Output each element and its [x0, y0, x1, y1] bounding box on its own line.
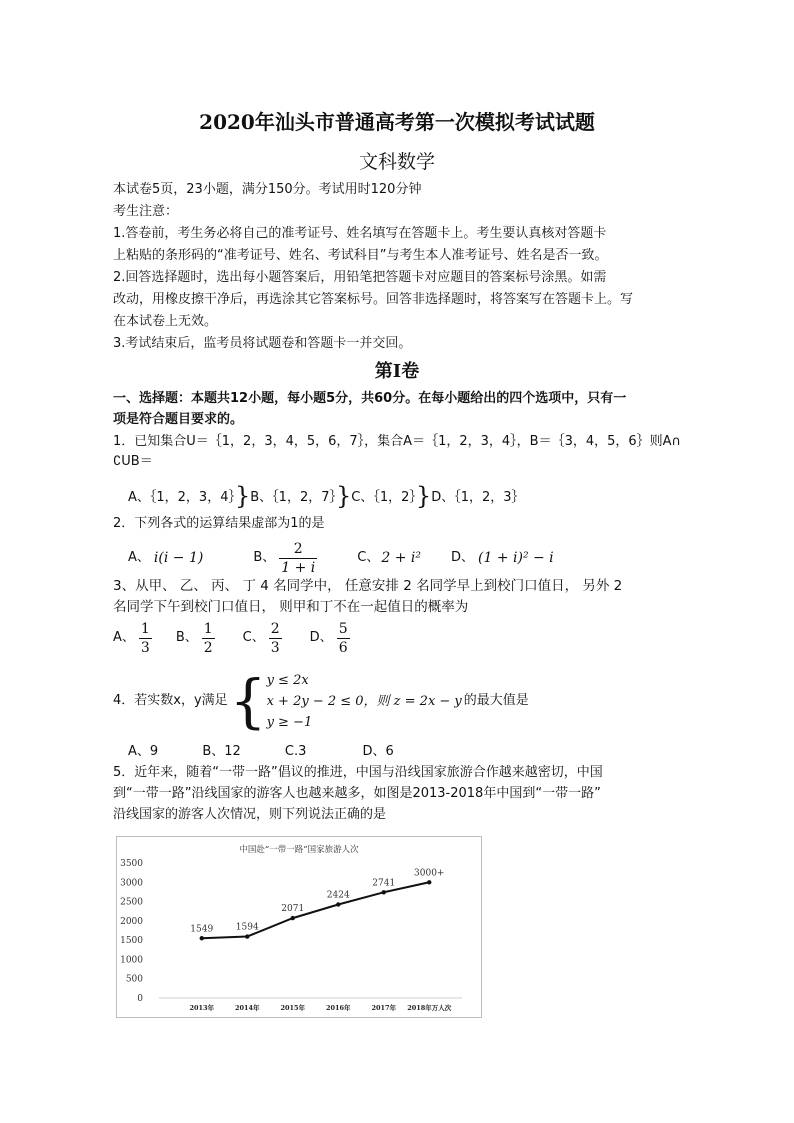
data-point: [200, 936, 204, 940]
q4-prefix: 4．若实数x，y满足: [113, 693, 228, 708]
data-point: [427, 880, 431, 884]
notice-item-1a: 1.答卷前，考生务必将自己的准考证号、姓名填写在答题卡上。考生要认真核对答题卡: [113, 226, 607, 241]
q4-constraint-1: y ≤ 2x: [266, 672, 309, 688]
x-tick-label: 2013年: [189, 1004, 215, 1012]
notice-item-2a: 2.回答选择题时，选出每小题答案后，用铅笔把答题卡对应题目的答案标号涂黑。如需: [113, 270, 607, 285]
q3-option-c-label: C、: [242, 630, 265, 645]
q4-option-d: D、6: [362, 744, 394, 759]
data-label: 3000+: [414, 868, 445, 879]
q4-option-a: A、9: [128, 744, 159, 759]
q2-option-c-label: C、: [357, 550, 380, 565]
q3-option-d-fraction: [337, 620, 350, 657]
q3-options: [113, 616, 350, 660]
y-tick-label: 0: [137, 994, 143, 1004]
q4-option-c: C.3: [284, 744, 307, 759]
q3-option-d-denominator: 6: [338, 639, 348, 656]
notice-label: 考生注意：: [113, 204, 179, 219]
data-label: 2424: [326, 890, 350, 901]
notice-item-3: 3.考试结束后，监考员将试题卷和答题卡一并交回。: [113, 336, 412, 351]
y-tick-label: 500: [125, 974, 143, 985]
x-tick-label: 2015年: [280, 1004, 306, 1012]
q2-option-b-denominator: 1 + i: [281, 559, 316, 576]
y-tick-label: 1000: [120, 955, 143, 966]
q2-option-d-label: D、: [450, 550, 474, 565]
data-label: 2741: [372, 878, 396, 889]
q3-option-b-numerator: 1: [203, 620, 213, 637]
q4-suffix: 的最大值是: [463, 693, 529, 708]
q4-options: [128, 742, 394, 762]
intro-line: 本试卷5页，23小题，满分150分。考试用时120分钟: [113, 182, 422, 197]
q1-stem-b: ∁UB＝: [113, 454, 153, 469]
q3-option-d-label: D、: [309, 630, 333, 645]
q3-option-b-denominator: 2: [203, 639, 213, 656]
section-title: 第I卷: [374, 361, 420, 382]
exam-subtitle: 文科数学: [358, 151, 435, 173]
q4-option-b: B、12: [202, 744, 241, 759]
data-point: [382, 890, 386, 894]
q1-option-a: [128, 484, 525, 508]
q4-constraint-2: x + 2y − 2 ≤ 0，则 z = 2x − y: [266, 693, 462, 709]
q5-stem-a: 5．近年来，随着“一带一路”倡议的推进，中国与沿线国家旅游合作越来越密切，中国: [113, 765, 603, 780]
q1-option-b-text: B、｛1，2，7｝: [250, 490, 336, 505]
q1-brace-icon: }: [415, 482, 432, 510]
q4-constraint-3: y ≥ −1: [266, 714, 313, 730]
q3-option-a-fraction: [139, 620, 152, 657]
q5-stem-c: 沿线国家的游客人次情况，则下列说法正确的是: [113, 807, 387, 822]
q2-option-a-label: A、: [128, 550, 150, 565]
q2-option-c-expr: 2 + i²: [381, 550, 421, 566]
y-tick-label: 2500: [120, 897, 143, 908]
q2-option-b-label: B、: [253, 550, 276, 565]
q5-stem-b: 到“一带一路”沿线国家的游客人也越来越多，如图是2013-2018年中国到“一带一路”: [113, 786, 601, 801]
q2-stem: 2．下列各式的运算结果虚部为1的是: [113, 516, 325, 531]
section-heading-b: 项是符合题目要求的。: [113, 412, 244, 427]
q3-option-d-numerator: 5: [338, 620, 348, 637]
x-tick-label: 2014年: [234, 1004, 260, 1012]
data-label: 2071: [281, 904, 305, 915]
q1-brace-icon: }: [336, 482, 352, 510]
notice-item-2c: 在本试卷上无效。: [113, 314, 218, 329]
q3-option-a-denominator: 3: [140, 639, 150, 656]
data-label: 1594: [235, 922, 259, 933]
q3-option-c-fraction: [269, 620, 282, 657]
notice-item-1b: 上粘贴的条形码的“准考证号、姓名、考试科目”与考生本人准考证号、姓名是否一致。: [113, 248, 608, 263]
q2-option-d-expr: (1 + i)² − i: [478, 550, 554, 566]
q1-stem-a: 1．已知集合U＝｛1，2，3，4，5，6，7｝，集合A＝｛1，2，3，4｝，B＝｛3，4，5，6｝则A∩: [113, 434, 682, 449]
section-heading-a: 一、选择题：本题共12小题，每小题5分，共60分。在每小题给出的四个选项中，只有一: [113, 391, 627, 406]
q4-stem: [113, 668, 529, 734]
q2-option-b-fraction: [279, 540, 317, 577]
q4-system-brace-icon: {: [229, 667, 267, 735]
q1-option-a-text: A、｛1，2，3，4｝: [128, 490, 235, 505]
q1-option-d-text: D、｛1，2，3｝: [431, 490, 525, 505]
q3-option-a-numerator: 1: [140, 620, 150, 637]
y-tick-label: 1500: [120, 936, 143, 947]
notice-item-2b: 改动，用橡皮擦干净后，再选涂其它答案标号。回答非选择题时，将答案写在答题卡上。写: [113, 292, 634, 307]
q2-option-a-expr: i(i − 1): [153, 550, 204, 566]
data-point: [291, 916, 295, 920]
q3-option-c-numerator: 2: [270, 620, 280, 637]
y-tick-label: 3000: [120, 878, 143, 889]
exam-title: 2020年汕头市普通高考第一次模拟考试试题: [199, 110, 595, 134]
q3-option-c-denominator: 3: [270, 639, 280, 656]
y-tick-label: 2000: [120, 916, 143, 927]
x-tick-label: 2017年: [371, 1004, 397, 1012]
q1-brace-icon: }: [234, 482, 251, 510]
data-point: [336, 902, 340, 906]
x-tick-label: 2016年: [325, 1004, 351, 1012]
data-label: 1549: [190, 924, 214, 935]
y-tick-label: 3500: [120, 859, 143, 869]
data-point: [245, 934, 249, 938]
q2-options: [128, 536, 554, 580]
q2-option-b-numerator: 2: [279, 540, 317, 559]
chart-title: 中国赴“一带一路”国家旅游人次: [239, 845, 359, 855]
q3-stem-b: 名同学下午到校门口值日， 则甲和丁不在一起值日的概率为: [113, 599, 469, 615]
tourism-chart-svg: [117, 837, 481, 1017]
tourism-chart: [116, 836, 482, 1018]
q3-stem-a: 3、从甲、 乙、 丙、 丁 4 名同学中， 任意安排 2 名同学早上到校门口值日， 另外 2: [113, 578, 623, 594]
q3-option-a-label: A、: [113, 630, 135, 645]
q1-option-c-text: C、｛1，2｝: [351, 490, 416, 505]
q3-option-b-fraction: [202, 620, 215, 657]
q4-constraint-system: [267, 670, 462, 733]
q3-option-b-label: B、: [175, 630, 198, 645]
x-tick-label: 2018年万人次: [407, 1004, 452, 1012]
